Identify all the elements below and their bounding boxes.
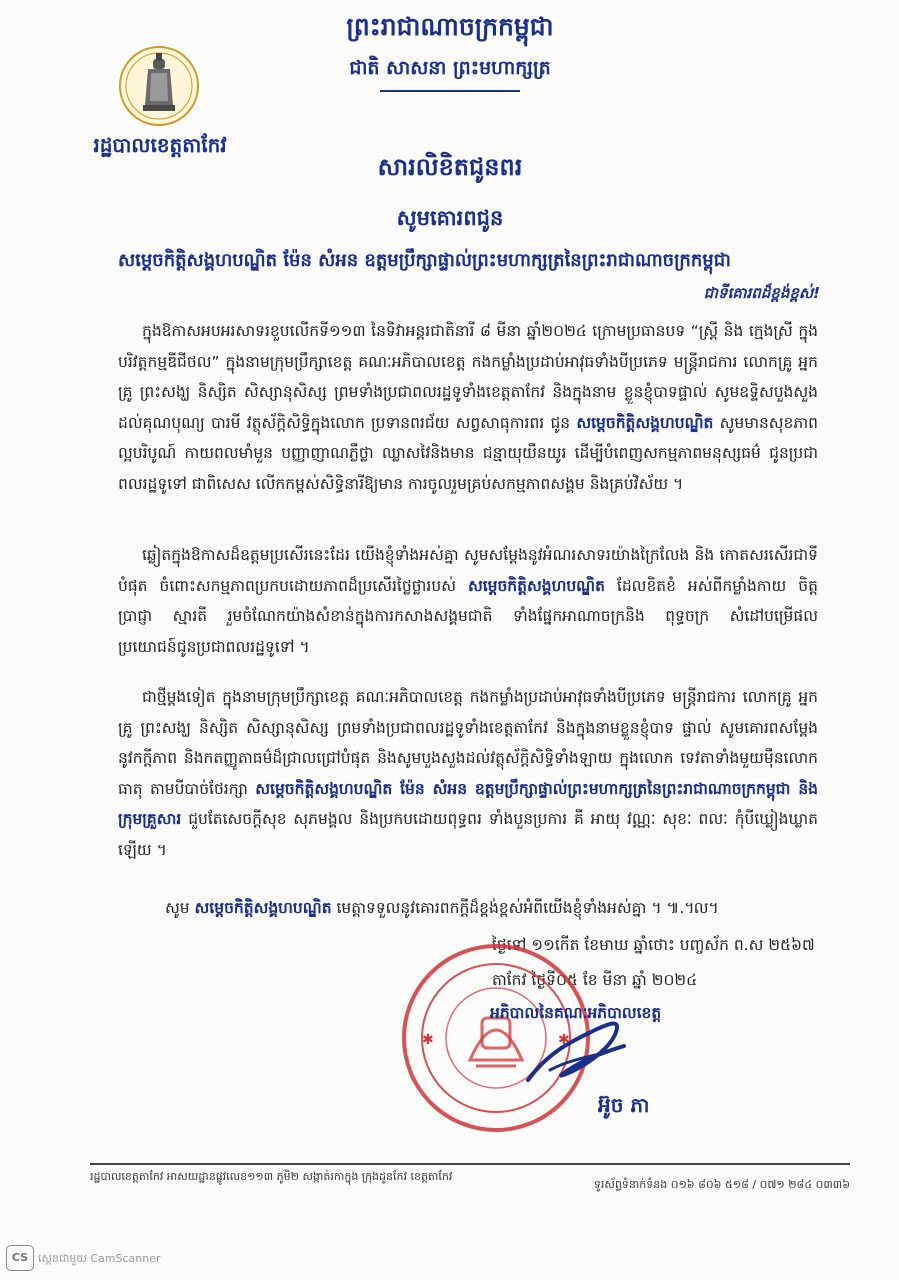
motto-divider <box>380 90 520 92</box>
paragraph-2-text: ឆ្លៀតក្នុងឱកាសដ៏ឧត្តមប្រសើរនេះដែរ យើងខ្ញុំទាំងអស់គ្នា សូមសម្តែងនូវអំណរសាទរយ៉ាងក្រៃលែង និង កោតសរសើរជាទីបំផុត ចំពោះសកម្មភាពប្រកបដោយភាពដ៏ប្រសើរថ្លៃថ្លារបស់ <box>118 546 818 595</box>
camscanner-watermark: ស្កេនជាមួយ CamScanner <box>38 1252 161 1265</box>
paragraph-2-highlight: សម្តេចកិត្តិសង្គហបណ្ឌិត <box>467 576 605 595</box>
svg-text:✱: ✱ <box>422 1032 434 1048</box>
kingdom-title: ព្រះរាជាណាចក្រកម្ពុជា <box>346 12 554 41</box>
lunar-date: ថ្ងៃទៅ ១១កើត ខែមាឃ ឆ្នាំថោះ បញ្ចស័ក ព.ស ២៥៦៧ <box>492 936 815 954</box>
footer-phone: ទូរស័ព្ទទំនាក់ទំនង ០១៦ ៨០៦ ៥១៨ / ០៧១ ២៨៤ ០៣៣៦ <box>593 1178 850 1191</box>
signer-name: អ៊ូច ភា <box>598 1093 650 1117</box>
respect-heading: សូមគោរពជូន <box>396 206 504 230</box>
signer-title: អភិបាលនៃគណៈអភិបាលខេត្ត <box>490 1004 662 1022</box>
closing-highlight: សម្តេចកិត្តិសង្គហបណ្ឌិត <box>194 899 332 917</box>
paragraph-2-end: ដែលខិតខំ អស់ពីកម្លាំងកាយ ចិត្ត ប្រាជ្ញា ស្មារតី រួមចំណែកយ៉ាងសំខាន់ក្នុងការកសាងសង្គមជាតិ ទាំងផ្នែកអាណាចក្រនិង ពុទ្ធចក្រ សំដៅបម្រើផលប្រយោជន៍ជូនប្រជាពលរដ្ឋទូទៅ ។ <box>118 576 818 656</box>
solar-date: តាកែវ ថ្ងៃទី០៥ ខែ មីនា ឆ្នាំ ២០២៤ <box>492 971 698 989</box>
footer-address: រដ្ឋបាលខេត្តតាកែវ អាសយដ្ឋានផ្លូវលេខ១១៣ ភូមិ២ សង្កាត់រកាក្នុង ក្រុងដូនកែវ ខេត្តតាកែវ <box>90 1170 453 1183</box>
office-name: រដ្ឋបាលខេត្តតាកែវ <box>93 133 227 157</box>
closing-prefix: សូម <box>165 899 190 917</box>
paragraph-1-highlight: សម្តេចកិត្តិសង្គហបណ្ឌិត <box>576 413 714 432</box>
handwritten-signature <box>520 1010 630 1090</box>
paragraph-1 <box>118 316 818 499</box>
paragraph-3-highlight: សម្តេចកិត្តិសង្គហបណ្ឌិត ម៉ែន សំអន ឧត្តមប្រឹក្សាផ្ទាល់ព្រះមហាក្សត្រនៃព្រះរាជាណាចក្រកម្ពុជា និងក្រុមគ្រួសារ <box>118 779 818 828</box>
paragraph-1-end: សូមមានសុខភាពល្អបរិបូណ៍ កាយពលមាំមួន បញ្ញាញាណភ្លឺថ្លា ឈ្លាសវៃនិងមាន ជន្មាយុយឺនយូរ ដើម្បីបំពេញសកម្មភាពមនុស្សធម៌ ជូនប្រជាពលរដ្ឋទូទៅ ជាពិសេស លើកកម្ពស់សិទ្ធិនារីឱ្យមាន ការចូលរួមគ្រប់សកម្មភាពសង្គម និងគ្រប់វិស័យ ។ <box>118 413 818 493</box>
recipient-honorific: ជាទីគោរពដ៏ខ្ពង់ខ្ពស់! <box>703 284 820 302</box>
paragraph-1-text: ក្នុងឱកាសអបអរសាទរខួបលើកទី១១៣ នៃទិវាអន្តរជាតិនារី ៨ មីនា ឆ្នាំ២០២៤ ក្រោមប្រធានបទ “ស្ត្រី និង ក្មេងស្រី ក្នុងបរិវត្តកម្មឌីជីថល” ក្នុងនាមក្រុមប្រឹក្សាខេត្ត គណៈអភិបាលខេត្ត កងកម្លាំងប្រដាប់អាវុធទាំងបីប្រភេទ មន្ត្រីរាជការ លោកគ្រូ អ្នកគ្រូ ព្រះសង្ឃ និស្សិត សិស្សានុសិស្ស ព្រមទាំងប្រជាពលរដ្ឋទូទាំងខេត្តតាកែវ និងក្នុងនាម ខ្លួនខ្ញុំបាទផ្ទាល់ សូមឧទ្ទិសបួងសួងដល់គុណបុណ្យ បារមី វត្ថុស័ក្តិសិទ្ធិក្នុងលោក ប្រទានពរជ័យ សព្វសាធុការពរ ជូន <box>118 322 818 432</box>
closing-end: មេត្តាទទួលនូវគោរពកក្តីដ៏ខ្ពង់ខ្ពស់អំពីយើងខ្ញុំទាំងអស់គ្នា ។ <box>336 899 662 917</box>
letter-title: សារលិខិតជូនពរ <box>377 153 523 181</box>
camscanner-icon: CS <box>6 1245 34 1271</box>
provincial-emblem-logo <box>118 45 200 127</box>
paragraph-3 <box>118 682 818 865</box>
paragraph-2 <box>118 540 818 662</box>
svg-text:✱: ✱ <box>558 1032 570 1048</box>
closing-mark: ៕.៘ <box>666 899 718 917</box>
paragraph-3-text: ជាថ្មីម្តងទៀត ក្នុងនាមក្រុមប្រឹក្សាខេត្ត គណៈអភិបាលខេត្ត កងកម្លាំងប្រដាប់អាវុធទាំងបីប្រភេទ មន្ត្រីរាជការ លោកគ្រូ អ្នកគ្រូ ព្រះសង្ឃ និស្សិត សិស្សានុសិស្ស ព្រមទាំងប្រជាពលរដ្ឋទូទាំងខេត្តតាកែវ និងក្នុងនាមខ្លួនខ្ញុំបាទ ផ្ទាល់ សូមគោរពសម្តែងនូវកក្តីភាព និងកតញ្ញូតាធម៌ដ៏ជ្រាលជ្រៅបំផុត និងសូមបួងសួងដល់វត្ថុស័ក្តិសិទ្ធិទាំងឡាយ ក្នុងលោក ទេវតាទាំងមួយម៉ឺនលោកធាតុ តាមបីបាច់ថែរក្សា <box>118 688 818 798</box>
national-motto: ជាតិ សាសនា ព្រះមហាក្សត្រ <box>349 57 551 79</box>
recipient-line: សម្តេចកិត្តិសង្គហបណ្ឌិត ម៉ែន សំអន ឧត្តមប្រឹក្សាផ្ទាល់ព្រះមហាក្សត្រនៃព្រះរាជាណាចក្រកម្ពុជា <box>118 250 731 271</box>
footer-divider <box>90 1163 850 1165</box>
paragraph-3-end: ជួបតែសេចក្តីសុខ សុភមង្គល និងប្រកបដោយពុទ្ធពរ ទាំងបួនប្រការ គឺ អាយុ វណ្ណៈ សុខៈ ពលៈ កុំបីឃ្លៀងឃ្លាតឡើយ ។ <box>118 810 818 859</box>
closing-line <box>165 898 825 921</box>
